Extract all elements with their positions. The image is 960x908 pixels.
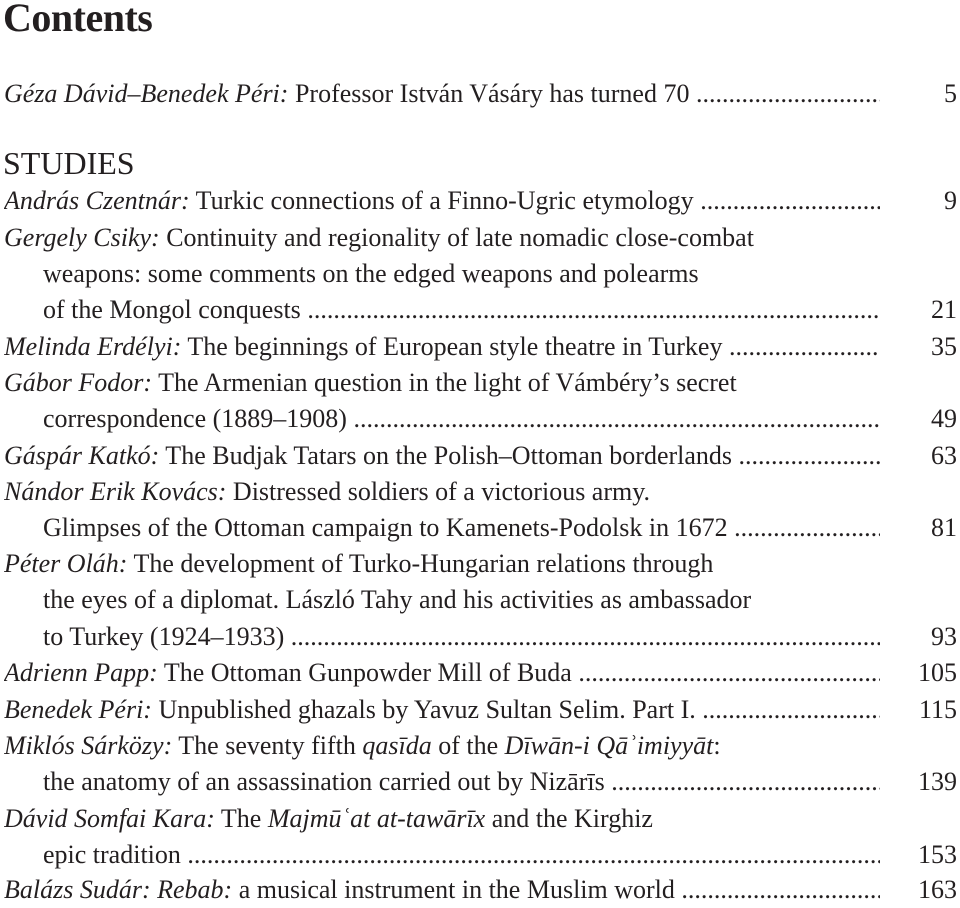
entry-author: Péter Oláh:: [4, 549, 128, 578]
entry-title-continued: the anatomy of an assassination carried out by Nizārīs .....: [43, 767, 880, 796]
entry-title-part: :: [713, 731, 721, 760]
toc-entry[interactable]: [0, 474, 960, 510]
entry-title: The beginnings of European style theatre in Turkey .....: [181, 332, 880, 361]
section-heading: STUDIES: [3, 145, 135, 181]
entry-title-continued: weapons: some comments on the edged weapons and polearms: [43, 259, 699, 288]
entry-author: Dávid Somfai Kara:: [4, 804, 215, 833]
entry-title: Distressed soldiers of a victorious army.: [226, 477, 651, 506]
toc-entry[interactable]: [0, 692, 960, 728]
entry-title: Unpublished ghazals by Yavuz Sultan Selim. Part I. .....: [152, 695, 880, 724]
entry-author: Benedek Péri:: [4, 695, 152, 724]
toc-entry[interactable]: [0, 438, 960, 474]
entry-page-number: 49: [931, 404, 957, 433]
toc-entry-continuation: [0, 582, 960, 618]
toc-entry-continuation[interactable]: [0, 510, 960, 546]
entry-page-number: 21: [931, 295, 957, 324]
entry-title-continued: Glimpses of the Ottoman campaign to Kamenets-Podolsk in 1672 .....: [43, 513, 880, 542]
entry-page-number: 93: [931, 622, 957, 651]
entry-author: Gáspár Katkó:: [4, 441, 160, 470]
entry-title: The Budjak Tatars on the Polish–Ottoman borderlands .....: [159, 441, 880, 470]
entry-title-continued: correspondence (1889–1908) .....: [43, 404, 880, 433]
entry-title-part: The seventy fifth: [172, 731, 363, 760]
toc-entry-continuation: [0, 256, 960, 292]
toc-entry-continuation[interactable]: [0, 837, 960, 873]
entry-title-italic: qasīda: [362, 731, 432, 760]
entry-title: The development of Turko-Hungarian relations through: [127, 549, 714, 578]
entry-page-number: 153: [918, 840, 957, 869]
toc-entry[interactable]: [0, 183, 960, 219]
entry-page-number: 35: [931, 332, 957, 361]
entry-author: Gergely Csiky:: [4, 223, 160, 252]
entry-page-number: 163: [918, 875, 957, 904]
entry-title-part: of the: [431, 731, 505, 760]
entry-page-number: 81: [931, 513, 957, 542]
toc-entry[interactable]: [0, 728, 960, 764]
entry-title-part: a musical instrument in the Muslim world .....: [232, 875, 880, 904]
toc-entry-intro[interactable]: [0, 76, 960, 112]
entry-title-continued: epic tradition .....: [43, 840, 880, 869]
page-title: Contents: [3, 0, 153, 40]
entry-title-continued: to Turkey (1924–1933) .....: [43, 622, 880, 651]
entry-author: Miklós Sárközy:: [4, 731, 173, 760]
entry-page-number: 9: [944, 186, 957, 215]
entry-title: Turkic connections of a Finno-Ugric etymology .....: [190, 186, 880, 215]
entry-title-part: The: [214, 804, 268, 833]
toc-entry[interactable]: [0, 365, 960, 401]
toc-entry-continuation[interactable]: [0, 292, 960, 328]
toc-entry[interactable]: [0, 329, 960, 365]
toc-entry[interactable]: [0, 220, 960, 256]
toc-entry-continuation[interactable]: [0, 401, 960, 437]
entry-author: Gábor Fodor:: [4, 368, 153, 397]
entry-title-continued: of the Mongol conquests .....: [43, 295, 880, 324]
entry-page-number: 5: [944, 79, 957, 108]
entry-author: Géza Dávid–Benedek Péri:: [4, 79, 289, 108]
entry-page-number: 115: [918, 695, 957, 724]
entry-title: The Armenian question in the light of Vámbéry’s secret: [152, 368, 737, 397]
toc-entry-continuation[interactable]: [0, 619, 960, 655]
entry-author: Melinda Erdélyi:: [4, 332, 182, 361]
entry-title: Professor István Vásáry has turned 70 .....: [288, 79, 880, 108]
toc-entry-continuation[interactable]: [0, 764, 960, 800]
entry-author: András Czentnár:: [4, 186, 190, 215]
toc-entry[interactable]: [0, 801, 960, 837]
entry-author: Nándor Erik Kovács:: [4, 477, 227, 506]
toc-entry[interactable]: [0, 872, 960, 908]
entry-title-continued: the eyes of a diplomat. László Tahy and his activities as ambassador: [43, 585, 752, 614]
entry-page-number: 63: [931, 441, 957, 470]
toc-entry[interactable]: [0, 546, 960, 582]
entry-title-italic: Majmūʿat at-tawārīx: [267, 804, 486, 833]
entry-title-italic: Rebab:: [157, 875, 233, 904]
entry-page-number: 139: [918, 767, 957, 796]
entry-title: Continuity and regionality of late nomadic close-combat: [159, 223, 754, 252]
entry-title-part: and the Kirghiz: [485, 804, 653, 833]
entry-page-number: 105: [918, 658, 957, 687]
entry-title-italic: Dīwān-i Qāʾimiyyāt: [504, 731, 714, 760]
entry-title: The Ottoman Gunpowder Mill of Buda .....: [158, 658, 880, 687]
toc-entry[interactable]: [0, 655, 960, 691]
entry-author: Adrienn Papp:: [4, 658, 158, 687]
entry-author: Balázs Sudár:: [4, 875, 151, 904]
